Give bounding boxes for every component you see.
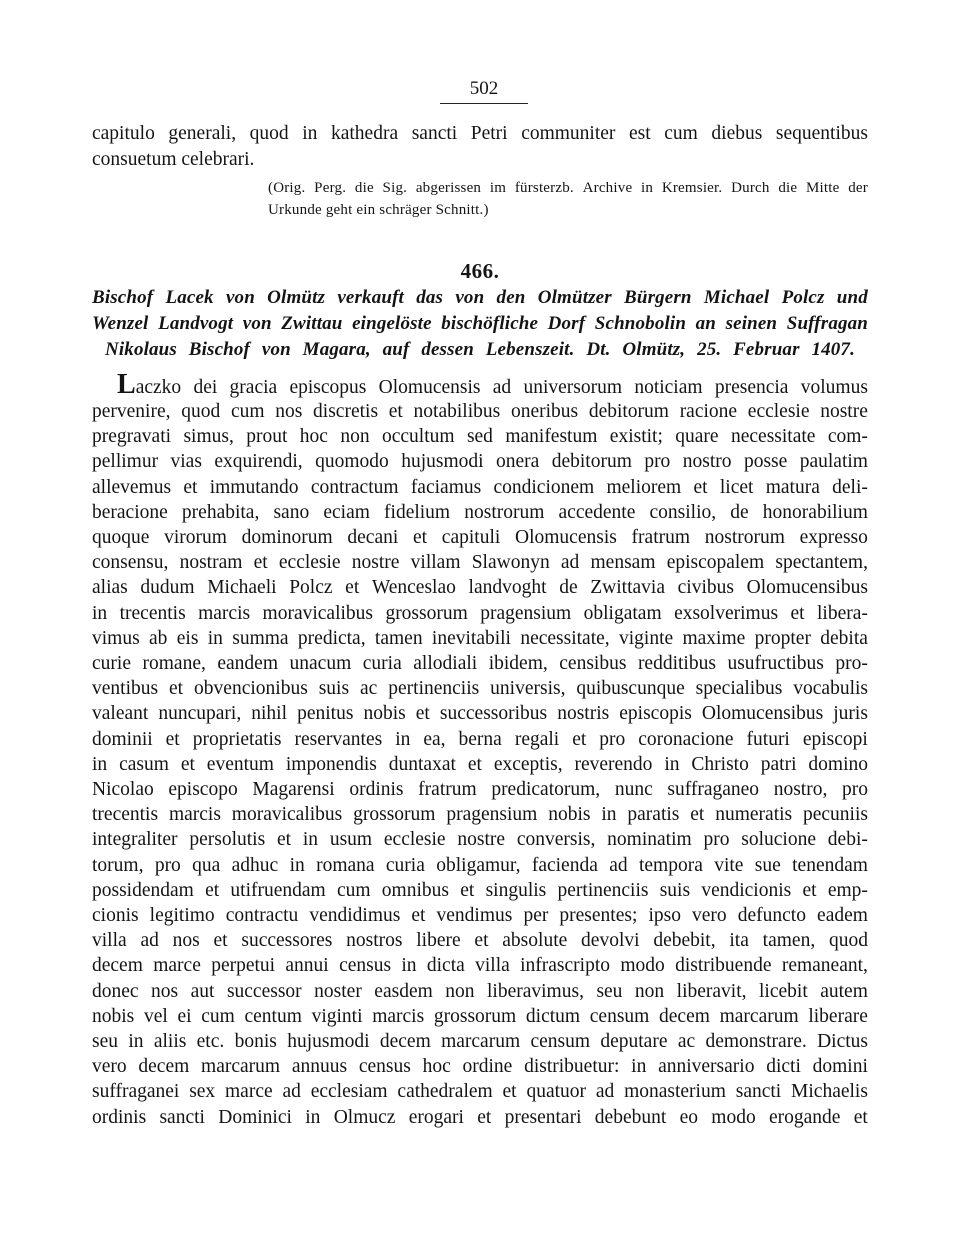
body-line: beracione prehabita, sano eciam fidelium nostrorum accedente consilio, de honorabilium [92, 501, 868, 523]
body-line: integraliter persolutis et in usum ecclesie nostre conversis, nominatim pro solucione debi- [92, 829, 868, 851]
body-line: pellimur vias exquirendi, quomodo hujusmodi onera debitorum pro nostro posse paulatim [92, 451, 868, 473]
body-line: torum, pro qua adhuc in romana curia obligamur, facienda ad tempora vite sue tenendam [92, 854, 868, 876]
page-number-rule [440, 103, 528, 104]
body-line: decem marce perpetui annui census in dicta villa infrascripto modo distribuende remaneant, [92, 955, 868, 977]
body-line: in casum et eventum imponendis duntaxat et exceptis, reverendo in Christo patri domino [92, 753, 868, 775]
body-line: vimus ab eis in summa predicta, tamen inevitabili necessitate, viginte maxime propter debita [92, 627, 868, 649]
body-line: valeant nuncupari, nihil penitus nobis et successoribus nostris episcopis Olomucensibus juris [92, 703, 868, 725]
body-line: ventibus et obvencionibus suis ac pertinenciis universis, quibuscunque specialibus vocabulis [92, 678, 868, 700]
body-line: donec nos aut successor noster easdem non liberavimus, seu non liberavit, licebit autem [92, 980, 868, 1002]
page-number: 502 [469, 78, 499, 99]
body-line: curie romane, eandem unacum curia allodiali ibidem, censibus redditibus usufructibus pro- [92, 653, 868, 674]
continuation-line-2: consuetum celebrari. [92, 149, 255, 170]
body-line: alias dudum Michaeli Polcz et Wenceslao landvoght de Zwittavia civibus Olomucensibus [92, 577, 868, 599]
body-line: seu in aliis etc. bonis hujusmodi decem marcarum censum deputare ac demonstrare. Dictus [92, 1031, 868, 1052]
body-line: allevemus et immutando contractum faciamus condicionem meliorem et licet matura deli- [92, 476, 868, 498]
regest-line-1: Bischof Lacek von Olmütz verkauft das von den Olmützer Bürgern Michael Polcz und [92, 287, 868, 308]
body-line: ordinis sancti Dominici in Olmucz erogari et presentari debebunt eo modo erogande et [92, 1106, 868, 1128]
body-line: possidendam et utifruendam cum omnibus et singulis pertinenciis suis vendicionis et emp- [92, 879, 868, 901]
body-line: trecentis marcis moravicalibus grossorum pragensium nobis in paratis et numeratis pecuniis [92, 804, 868, 826]
source-note-line-2: Urkunde geht ein schräger Schnitt.) [268, 202, 489, 218]
document-number: 466. [460, 259, 500, 283]
body-line: cionis legitimo contractu vendidimus et vendimus per presentes; ipso vero defuncto eadem [92, 905, 868, 926]
body-first-line: L aczko dei gracia episcopus Olomucensis ad universorum noticiam presencia volumus [117, 369, 868, 400]
body-line: villa ad nos et successores nostros libere et absolute devolvi debebit, ita tamen, quod [92, 930, 868, 952]
body-line: vero decem marcarum annuus census hoc ordine distribuetur: in anniversario dicti domini [92, 1056, 868, 1078]
body-line: Nicolao episcopo Magarensi ordinis fratrum predicatorum, nunc suffraganeo nostro, pro [92, 779, 868, 800]
continuation-line-1: capitulo generali, quod in kathedra sancti Petri communiter est cum diebus sequentibus [92, 123, 868, 144]
body-line: in trecentis marcis moravicalibus grossorum pragensium obligatam exsolverimus et libera- [92, 602, 868, 624]
body-line: dominii et proprietatis reservantes in ea, berna regali et pro coronacione futuri episcopi [92, 728, 868, 750]
drop-initial: L [117, 369, 136, 400]
source-note-line-1: (Orig. Perg. die Sig. abgerissen im fürsterzb. Archive in Kremsier. Durch die Mitte der [268, 180, 868, 196]
regest-line-2: Wenzel Landvogt von Zwittau eingelöste bischöfliche Dorf Schnobolin an seinen Suffragan [92, 313, 868, 334]
body-line: pervenire, quod cum nos discretis et notabilibus oneribus debitorum racione ecclesie nostre [92, 401, 868, 422]
first-word: aczko [135, 377, 182, 398]
regest-line-3: Nikolaus Bischof von Magara, auf dessen Lebenszeit. Dt. Olmütz, 25. Februar 1407. [105, 339, 855, 360]
body-line: pregravati simus, prout hoc non occultum sed manifestum existit; quare necessitate com- [92, 426, 868, 448]
body-line: nobis vel ei cum centum viginti marcis grossorum dictum censum decem marcarum liberare [92, 1005, 868, 1027]
body-line: quoque virorum dominorum decani et capituli Olomucensis fratrum nostrorum expresso [92, 527, 868, 548]
body-line: consensu, nostram et ecclesie nostre villam Slawonyn ad mensam episcopalem spectantem, [92, 552, 868, 574]
body-line: suffraganei sex marce ad ecclesiam cathedralem et quatuor ad monasterium sancti Michaelis [92, 1081, 868, 1103]
